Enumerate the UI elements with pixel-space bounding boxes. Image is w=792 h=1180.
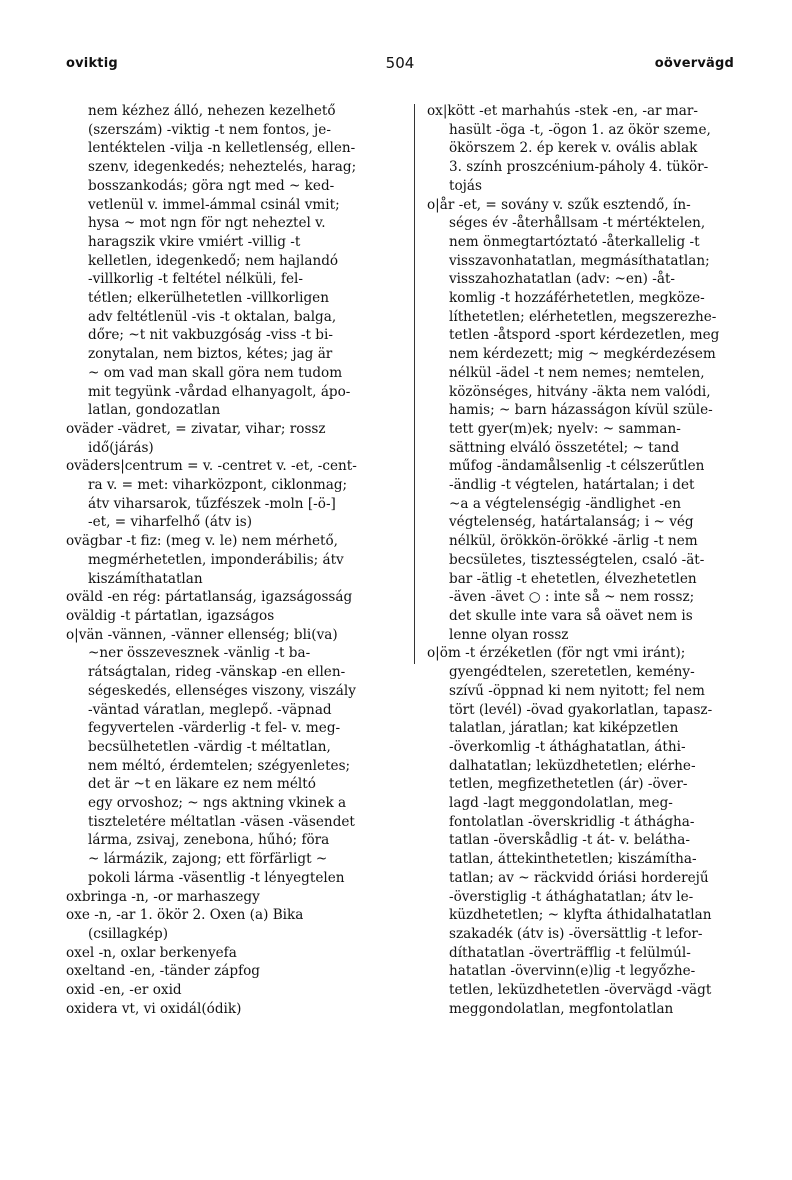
left-column: [66, 102, 403, 1018]
dictionary-line: ovägbar -t fiz: (meg v. le) nem mérhető,: [66, 533, 339, 550]
dictionary-line: fontolatlan -överskridlig -t áthágha-: [449, 813, 695, 830]
dictionary-line: zonytalan, nem biztos, kétes; jag är: [88, 346, 333, 363]
dictionary-line: hasült -öga -t, -ögon 1. az ökör szeme,: [449, 121, 711, 138]
dictionary-line: oxidera vt, vi oxidál(ódik): [66, 1000, 242, 1017]
dictionary-line: -överkomlig -t áthághatatlan, áthi-: [449, 738, 686, 755]
dictionary-line: oväldig -t pártatlan, igazságos: [66, 607, 275, 624]
dictionary-line: o|vän -vännen, -vänner ellenség; bli(va): [66, 626, 338, 643]
dictionary-line: det är ~t en läkare ez nem méltó: [88, 776, 316, 793]
dictionary-line: nem önmegtartóztató -återkallelig -t: [449, 233, 700, 250]
dictionary-line: -villkorlig -t feltétel nélküli, fel-: [88, 271, 303, 288]
dictionary-line: lentéktelen -vilja -n kelletlenség, ellen-: [88, 140, 356, 157]
dictionary-line: szakadék (átv is) -översättlig -t lefor-: [449, 925, 703, 942]
dictionary-line: műfog -ändamålsenlig -t célszerűtlen: [449, 458, 705, 475]
dictionary-line: lárma, zsivaj, zenebona, hűhó; föra: [88, 832, 330, 849]
dictionary-line: (szerszám) -viktig -t nem fontos, je-: [88, 121, 331, 138]
dictionary-line: nem kézhez álló, nehezen kezelhető: [88, 103, 336, 119]
dictionary-line: egy orvoshoz; ~ ngs aktning vkinek a: [88, 795, 347, 812]
dictionary-line: oxel -n, oxlar berkenyefa: [66, 944, 237, 961]
dictionary-line: -överstiglig -t áthághatatlan; átv le-: [449, 888, 694, 905]
dictionary-line: tört (levél) -övad gyakorlatlan, tapasz-: [449, 701, 713, 718]
dictionary-line: oxeltand -en, -tänder zápfog: [66, 963, 260, 980]
dictionary-line: tetlen, megfizethetetlen (ár) -över-: [449, 776, 688, 793]
dictionary-line: közönséges, hitvány -äkta nem valódi,: [449, 383, 711, 400]
dictionary-line: nélkül, örökkön-örökké -ärlig -t nem: [449, 533, 698, 550]
dictionary-line: visszavonhatatlan, megmásíthatatlan;: [449, 252, 710, 269]
dictionary-line: szenv, idegenkedés; neheztelés, harag;: [88, 159, 357, 176]
header-right-guideword: oövervägd: [654, 56, 734, 71]
dictionary-line: átv viharsarok, tűzfészek -moln [-ö-]: [88, 495, 336, 512]
page-number: 504: [385, 54, 415, 72]
dictionary-line: tetlen -åtspord -sport kérdezetlen, meg: [449, 327, 720, 344]
dictionary-line: ökörszem 2. ép kerek v. ovális ablak: [449, 140, 698, 157]
dictionary-line: ~ner összevesznek -vänlig -t ba-: [88, 645, 311, 662]
dictionary-line: tatlan; av ~ räckvidd óriási horderejű: [449, 869, 709, 886]
page-header: [66, 56, 734, 78]
dictionary-line: kelletlen, idegenkedő; nem hajlandó: [88, 252, 339, 269]
dictionary-line: tatlan -överskådlig -t át- v. belátha-: [449, 832, 690, 849]
dictionary-line: idő(járás): [88, 439, 154, 456]
dictionary-line: lenne olyan rossz: [449, 626, 569, 643]
dictionary-line: oväld -en rég: pártatlanság, igazságosság: [66, 589, 353, 606]
dictionary-line: tett gyer(m)ek; nyelv: ~ samman-: [449, 420, 681, 437]
dictionary-line: -väntad váratlan, meglepő. -väpnad: [88, 701, 332, 718]
dictionary-line: líthetetlen; elérhetetlen, megszerezhe-: [449, 308, 717, 325]
dictionary-line: ~ om vad man skall göra nem tudom: [88, 364, 343, 381]
dictionary-line: kiszámíthatatlan: [88, 570, 203, 587]
right-column: [427, 102, 749, 1018]
dictionary-line: nem méltó, érdemtelen; szégyenletes;: [88, 757, 351, 774]
dictionary-line: -et, = viharfelhő (átv is): [88, 514, 253, 531]
dictionary-line: ségeskedés, ellenséges viszony, viszály: [88, 682, 356, 699]
dictionary-line: mit tegyünk -vårdad elhanyagolt, ápo-: [88, 383, 351, 400]
dictionary-line: oväders|centrum = v. -centret v. -et, -cent-: [66, 458, 357, 475]
dictionary-line: 3. szính proszcénium-páholy 4. tükör-: [449, 159, 709, 176]
dictionary-line: adv feltétlenül -vis -t oktalan, balga,: [88, 308, 337, 325]
dictionary-line: oxid -en, -er oxid: [66, 982, 182, 999]
dictionary-line: o|öm -t érzéketlen (för ngt vmi iránt);: [427, 645, 686, 662]
dictionary-line: ~a a végtelenségig -ändlighet -en: [449, 495, 681, 512]
dictionary-line: megmérhetetlen, imponderábilis; átv: [88, 551, 344, 568]
dictionary-line: visszahozhatatlan (adv: ~en) -åt-: [449, 271, 676, 288]
dictionary-line: dalhatatlan; leküzdhetetlen; elérhe-: [449, 757, 696, 774]
dictionary-line: nélkül -ädel -t nem nemes; nemtelen,: [449, 364, 705, 381]
dictionary-line: hatatlan -övervinn(e)lig -t legyőzhe-: [449, 963, 696, 980]
dictionary-line: haragszik vkire vmiért -villig -t: [88, 233, 301, 250]
dictionary-line: (csillagkép): [88, 925, 169, 942]
dictionary-line: végtelenség, határtalanság; i ~ vég: [449, 514, 694, 531]
dictionary-line: oväder -vädret, = zivatar, vihar; rossz: [66, 420, 326, 437]
dictionary-line: o|år -et, = sovány v. szűk esztendő, ín-: [427, 196, 691, 213]
dictionary-line: ra v. = met: viharközpont, ciklonmag;: [88, 477, 348, 494]
dictionary-line: hysa ~ mot ngn för ngt neheztel v.: [88, 215, 326, 232]
dictionary-line: tétlen; elkerülhetetlen -villkorligen: [88, 290, 329, 307]
dictionary-line: tiszteletére méltatlan -väsen -väsendet: [88, 813, 355, 830]
dictionary-line: tetlen, leküzdhetetlen -övervägd -vägt: [449, 982, 712, 999]
dictionary-line: sättning elváló összetétel; ~ tand: [449, 439, 680, 456]
dictionary-line: -ändlig -t végtelen, határtalan; i det: [449, 477, 695, 494]
dictionary-line: lagd -lagt meggondolatlan, meg-: [449, 795, 673, 812]
dictionary-line: hamis; ~ barn házasságon kívül szüle-: [449, 402, 713, 419]
dictionary-line: pokoli lárma -väsentlig -t lényegtelen: [88, 869, 345, 886]
dictionary-line: nem kérdezett; mig ~ megkérdezésem: [449, 346, 716, 363]
dictionary-line: ox|kött -et marhahús -stek -en, -ar mar-: [427, 103, 698, 119]
dictionary-line: tojás: [449, 177, 482, 194]
column-divider: [414, 104, 415, 664]
dictionary-line: gyengédtelen, szeretetlen, kemény-: [449, 664, 695, 681]
dictionary-line: becsülhetetlen -värdig -t méltatlan,: [88, 738, 331, 755]
dictionary-line: szívű -öppnad ki nem nyitott; fel nem: [449, 682, 705, 699]
dictionary-line: dőre; ~t nit vakbuzgóság -viss -t bi-: [88, 327, 333, 344]
dictionary-line: -även -ävet ○ : inte så ~ nem rossz;: [449, 589, 695, 606]
dictionary-line: det skulle inte vara så oävet nem is: [449, 607, 693, 624]
dictionary-line: rátságtalan, rideg -vänskap -en ellen-: [88, 664, 346, 681]
header-left-guideword: oviktig: [66, 56, 118, 71]
dictionary-line: ~ lármázik, zajong; ett förfärligt ~: [88, 851, 328, 868]
dictionary-line: bar -ätlig -t ehetetlen, élvezhetetlen: [449, 570, 697, 587]
dictionary-line: küzdhetetlen; ~ klyfta áthidalhatatlan: [449, 907, 712, 924]
dictionary-line: talatlan, járatlan; kat kiképzetlen: [449, 720, 679, 737]
dictionary-line: oxe -n, -ar 1. ökör 2. Oxen (a) Bika: [66, 907, 304, 924]
dictionary-line: séges év -återhållsam -t mértéktelen,: [449, 215, 706, 232]
dictionary-line: komlig -t hozzáférhetetlen, megköze-: [449, 290, 705, 307]
dictionary-line: fegyvertelen -värderlig -t fel- v. meg-: [88, 720, 341, 737]
dictionary-line: meggondolatlan, megfontolatlan: [449, 1000, 674, 1017]
dictionary-line: vetlenül v. immel-ámmal csinál vmit;: [88, 196, 340, 213]
dictionary-line: becsületes, tisztességtelen, csaló -ät-: [449, 551, 705, 568]
dictionary-line: latlan, gondozatlan: [88, 402, 221, 419]
dictionary-line: díthatatlan -överträfflig -t felülmúl-: [449, 944, 691, 961]
dictionary-line: oxbringa -n, -or marhaszegy: [66, 888, 260, 905]
dictionary-line: tatlan, áttekinthetetlen; kiszámítha-: [449, 851, 697, 868]
dictionary-line: bosszankodás; göra ngt med ~ ked-: [88, 177, 335, 194]
